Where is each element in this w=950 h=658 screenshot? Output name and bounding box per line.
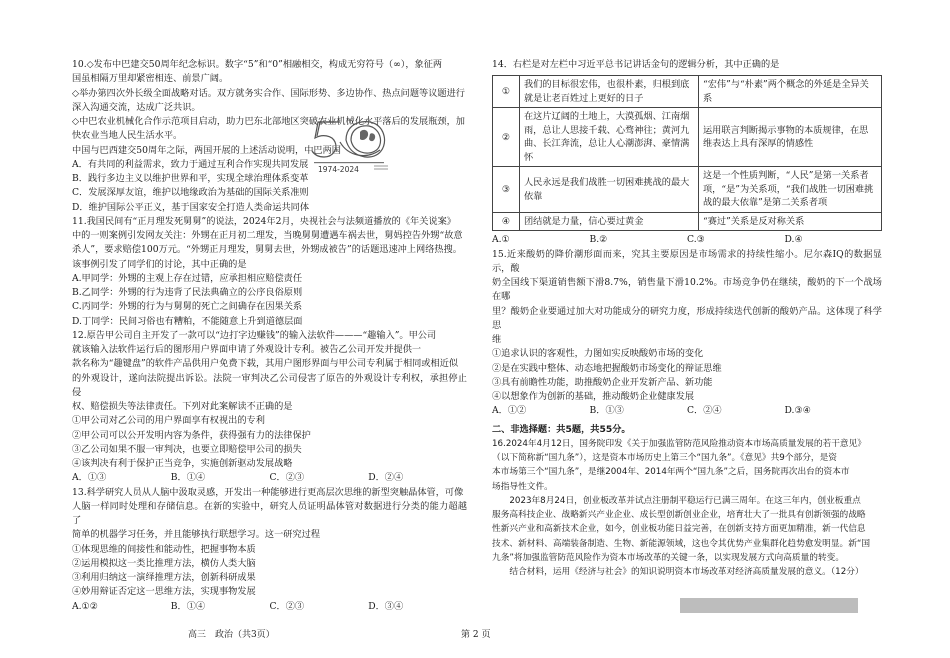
q16-line: 场指导性文件。 xyxy=(492,481,553,492)
section-title: 二、非选择题：共5题，共55分。 xyxy=(492,423,631,435)
q14-row-analysis: “宏伟”与“朴素”两个概念的外延是全异关系 xyxy=(699,76,882,108)
q14-row-quote: 我们的目标很宏伟，也很朴素，归根到底就是让老百姓过上更好的日子 xyxy=(520,76,699,108)
q13-choice-a: A.①② xyxy=(72,600,99,612)
q10-line: ◇中巴农业机械化合作示范项目启动，助力巴东北部地区突破农业机械化水平落后的发展瓶颈，加 xyxy=(72,116,465,127)
q15-choice-d: D.③④ xyxy=(784,405,811,417)
q15-choice-c: C．②④ xyxy=(687,405,722,417)
q16-line: 服务高科技企业、战略新兴产业企业、成长型创新创业企业，培育壮大了一批具有创新领强的战略 xyxy=(492,510,866,520)
q13-statement-3: ③利用归纳这一演绎推理方法，创新科研成果 xyxy=(72,572,256,583)
q12-choice-b: B．①④ xyxy=(170,472,206,484)
q14-row-num: ④ xyxy=(493,212,520,231)
q10-line: 10.◇发布中巴建交50周年纪念标识。数字“5”和“0”相融相交，构成无穷符号（∞），象征两 xyxy=(72,59,443,70)
q12-line: 的外观设计，遂向法院提出诉讼。法院一审判决乙公司侵害了原告的外观设计专利权，承担停止侵 xyxy=(72,372,467,398)
q14-choice-c: C.③ xyxy=(687,234,705,246)
q10-option-c: C．发展深厚友谊，维护以地缘政治为基础的国际关系准则 xyxy=(72,187,309,199)
table-row xyxy=(493,167,882,213)
q12-statement-3: ③乙公司如果不服一审判决，也要立即赔偿甲公司的损失 xyxy=(72,443,302,455)
q12-choice-d: D．②④ xyxy=(368,472,404,484)
q14-table xyxy=(492,75,882,231)
q13-statement-4: ④妙用辩证否定这一思维方法，实现事物发展 xyxy=(72,586,256,598)
q15-line: 里？酸奶企业要通过加大对功能成分的研究力度，形成持续迭代创新的酸奶产品。这体现了科学思 xyxy=(492,305,882,331)
table-row xyxy=(493,76,882,108)
q11-line: 该事例引发了同学们的讨论，其中正确的是 xyxy=(72,258,247,270)
question-14 xyxy=(492,58,882,248)
q11-option-a: A.甲同学：外甥的主观上存在过错，应承担相应赔偿责任 xyxy=(72,272,303,284)
question-11 xyxy=(72,215,467,329)
q11-line: 11.我国民间有“正月理发死舅舅”的说法，2024年2月，央视社会与法频道播放的《年关说案》 xyxy=(72,215,456,227)
q14-row-quote: 团结就是力量，信心要过黄金 xyxy=(520,212,699,231)
q14-row-quote: 在这片辽阔的土地上，大漠孤烟、江南烟雨，总让人思接千载、心骛神往；黄河九曲、长江奔流，总让人心潮澎湃、豪情满怀 xyxy=(520,108,699,167)
q13-statement-1: ①体现思维的间接性和能动性，把握事物本质 xyxy=(72,543,256,555)
q10-option-b: B．践行多边主义以维护世界和平，实现全球治理体系变革 xyxy=(72,173,309,184)
q10-line: 国虽相隔万里却紧密相连、前景广阔。 xyxy=(72,73,229,85)
q16-line: 16.2024年4月12日，国务院印发《关于加强监管防范风险推动资本市场高质量发展的若干意见》 xyxy=(492,438,866,449)
q16-line: 技术、新材料、高端装备制造、生物、新能源领域，这也令其优势产业集群化趋势愈发明显。新“国 xyxy=(492,538,871,549)
q16-line: 本市场第三个“国九条”，是继2004年、2014年两个“国九条”之后，国务院再次出台的资本市 xyxy=(492,467,850,478)
question-15 xyxy=(492,248,882,419)
q14-row-num: ③ xyxy=(493,167,520,213)
q13-line: 人脑一样同时处理和存储信息。在新的实验中，研究人员证明晶体管对数据进行分类的能力超越了 xyxy=(72,500,467,526)
q15-statement-1: ①追求认识的客观性，力图如实反映酸奶市场的变化 xyxy=(492,348,704,360)
q13-choice-d: D．③④ xyxy=(368,600,404,612)
q14-row-analysis: 运用联言判断揭示事物的本质规律，在思维表达上具有深厚的情感性 xyxy=(699,108,882,167)
q10-line: 深入沟通交流，达成广泛共识。 xyxy=(72,101,201,113)
q14-choice-a: A.① xyxy=(492,234,510,246)
q14-row-num: ① xyxy=(493,76,520,108)
q10-option-d: D．维护国际公平正义，基于国家安全打造人类命运共同体 xyxy=(72,201,310,213)
q14-row-analysis: “赛过”关系是反对称关系 xyxy=(699,212,882,231)
q16-line: 九条”将加强监管防范风险作为资本市场改革的关键一条，以实现发展方式向高质量的转变。 xyxy=(492,552,845,563)
q11-line: 中的一则案例引发网友关注：外甥在正月初二理发，当晚舅舅遭遇车祸去世，舅妈控告外甥“故意 xyxy=(72,230,463,241)
q16-line: 2023年8月24日，创业板改革并试点注册制平稳运行已满三周年。在这三年内，创业板重点 xyxy=(509,495,861,506)
q10-option-a: A．有共同的利益需求，致力于通过互利合作实现共同发展 xyxy=(72,158,309,170)
q12-choice-a: A．①③ xyxy=(72,472,107,484)
q15-statement-2: ②是在实践中整体、动态地把握酸奶市场变化的辩证思维 xyxy=(492,362,722,374)
question-16 xyxy=(492,437,882,580)
q12-statement-4: ④该判决有利于保护正当竞争，实施创新驱动发展战略 xyxy=(72,458,293,469)
q15-line: 15.近来酸奶的降价潮形面而来，究其主要原因是市场需求的持续性缩小。尼尔森IQ的数据显示，酸 xyxy=(492,248,882,274)
q14-choices xyxy=(492,233,882,247)
q13-choice-c: C．②③ xyxy=(269,600,305,612)
anniversary-50-icon xyxy=(288,116,412,178)
right-column xyxy=(492,58,882,579)
q15-line: 维 xyxy=(492,334,502,345)
redaction-bar xyxy=(680,598,858,613)
q16-prompt: 结合材料，运用《经济与社会》的知识说明资本市场改革对经济高质量发展的意义。（12分） xyxy=(509,567,864,577)
q12-statement-1: ①甲公司对乙公司的用户界面享有权视出的专利 xyxy=(72,415,265,427)
q15-line: 奶全国线下渠道销售额下滑8.7%，销售量下滑10.2%。市场竞争仍在继续，酸奶的下一个战场在哪 xyxy=(492,277,882,303)
q14-row-quote: 人民永远是我们战胜一切困难挑战的最大依靠 xyxy=(520,167,699,213)
question-13 xyxy=(72,486,467,614)
table-row xyxy=(493,108,882,167)
q13-choice-b: B．①④ xyxy=(170,600,206,612)
q14-stem: 14．右栏是对左栏中习近平总书记讲话金句的逻辑分析，其中正确的是 xyxy=(492,59,780,70)
q10-line: 快农业当地人民生活水平。 xyxy=(72,130,183,142)
q11-option-d: D.丁同学：民间习俗也有糟粕，不能随意上升到道德层面 xyxy=(72,315,303,327)
q12-choice-c: C．②③ xyxy=(269,472,305,484)
q15-statement-4: ④以想象作为创新的基础，推动酸奶企业健康发展 xyxy=(492,391,695,402)
q15-statement-3: ③具有前瞻性功能，助推酸奶企业开发新产品、新功能 xyxy=(492,376,713,388)
table-row xyxy=(493,212,882,231)
footer-page-number: 第 2 页 xyxy=(461,630,491,640)
q11-option-b: B.乙同学：外甥的行为违背了民法典确立的公序良俗原则 xyxy=(72,287,303,298)
anniversary-logo xyxy=(288,116,412,178)
q11-option-c: C.丙同学：外甥的行为与舅舅的死亡之间确存在因果关系 xyxy=(72,301,303,313)
q10-line: ◇举办第四次外长级全面战略对话。双方就务实合作、国际形势、多边协作、热点问题等议题进行 xyxy=(72,87,465,99)
q11-line: 杀人”，要求赔偿100万元。“外甥正月理发，舅舅去世，外甥成被告”的话题迅速冲上网络热搜。 xyxy=(72,244,462,256)
q14-row-analysis: 这是一个性质判断，“人民”是第一关系者项，“是”为关系项，“我们战胜一切困难挑战的最大依靠”是第二关系者项 xyxy=(699,167,882,213)
q12-line: 12.原告甲公司自主开发了一款可以“边打字边赚钱”的输入法软件———“趣输入”。甲公司 xyxy=(72,329,437,341)
q16-line: （以下简称新“国九条”），这是资本市场历史上第三个“国九条”。《意见》共9个部分，是资 xyxy=(492,453,837,463)
q12-line: 就该输入法软件运行后的图形用户界面申请了外观设计专利。被告乙公司开发并提供一 xyxy=(72,344,422,355)
logo-years: 1974-2024 xyxy=(318,165,359,174)
q14-choice-d: D.④ xyxy=(784,234,803,246)
q14-choice-b: B.② xyxy=(589,234,608,246)
q10-line: 中国与巴西建交50周年之际，两国开展的上述活动说明，中巴两国 xyxy=(72,144,341,156)
q15-choice-b: B．①③ xyxy=(589,405,624,417)
q12-choices xyxy=(72,471,467,485)
q13-statement-2: ②运用模拟这一类比推理方法，横仿人类大脑 xyxy=(72,557,256,569)
q16-line: 性新兴产业和高新技术企业，如今，创业板功能日益完善，在创新支持方面更加精准，新一代信息 xyxy=(492,524,866,535)
q15-choice-a: A．①② xyxy=(492,405,527,417)
q13-line: 简单的机器学习任务，并且能够执行联想学习。这一研究过程 xyxy=(72,529,321,541)
q12-line: 款名称为“趣键盘”的软件产品供用户免费下载，其用户图形界面与甲公司专利属于相同或相近似 xyxy=(72,358,459,370)
q14-row-num: ② xyxy=(493,108,520,167)
question-12 xyxy=(72,329,467,486)
q13-line: 13.科学研究人员从人脑中汲取灵感，开发出一种能够进行更高层次思维的新型突触晶体管，可像 xyxy=(72,486,464,498)
q15-choices xyxy=(492,404,882,418)
q13-choices xyxy=(72,600,467,614)
q12-statement-2: ②甲公司可以公开发明内容为条件，获得强有力的法律保护 xyxy=(72,429,311,441)
q12-line: 权、赔偿损失等法律责任。下列对此案解读不正确的是 xyxy=(72,401,293,412)
footer-subject: 高三 政治（共3页） xyxy=(188,630,275,640)
